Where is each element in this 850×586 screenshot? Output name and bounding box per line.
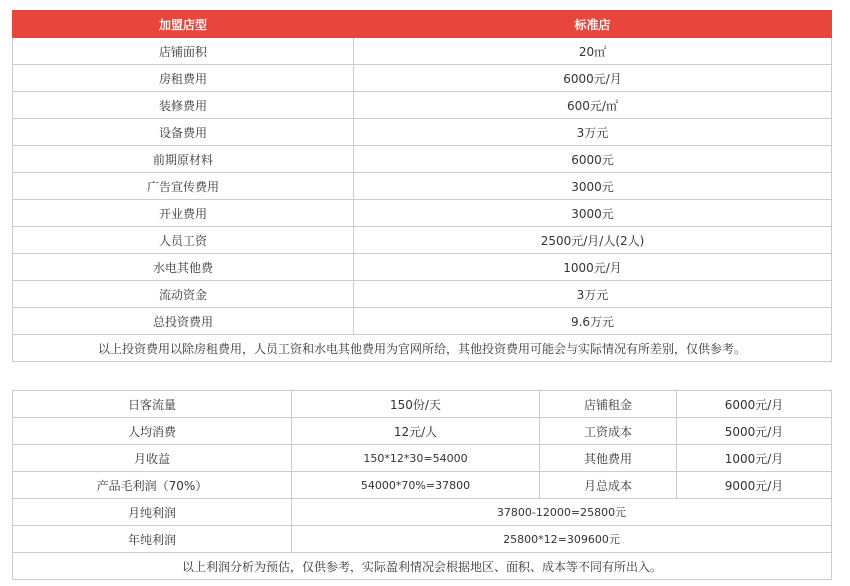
- cost-item-value: 3万元: [354, 119, 832, 146]
- profit-value: 54000*70%=37800: [292, 472, 540, 499]
- table-row: [13, 445, 832, 472]
- cost-item-value: 600元/㎡: [354, 92, 832, 119]
- profit-label: 人均消费: [13, 418, 292, 445]
- cost-label: 店铺租金: [540, 391, 677, 418]
- profit-table: [12, 390, 832, 580]
- cost-item-label: 广告宣传费用: [13, 173, 354, 200]
- table-row: [13, 65, 832, 92]
- cost-item-label: 水电其他费: [13, 254, 354, 281]
- cost-item-value: 9.6万元: [354, 308, 832, 335]
- investment-table: [12, 10, 832, 362]
- profit-note: 以上利润分析为预估，仅供参考，实际盈利情况会根据地区、面积、成本等不同有所出入。: [13, 553, 832, 580]
- table-row: [13, 418, 832, 445]
- cost-item-value: 2500元/月/人(2人): [354, 227, 832, 254]
- cost-item-value: 3000元: [354, 200, 832, 227]
- table-row: [13, 92, 832, 119]
- table-row: [13, 526, 832, 553]
- header-store-type: 加盟店型: [13, 11, 354, 38]
- cost-value: 5000元/月: [677, 418, 832, 445]
- table-row: [13, 472, 832, 499]
- cost-item-label: 流动资金: [13, 281, 354, 308]
- profit-value: 150份/天: [292, 391, 540, 418]
- cost-item-label: 装修费用: [13, 92, 354, 119]
- cost-item-value: 1000元/月: [354, 254, 832, 281]
- cost-label: 月总成本: [540, 472, 677, 499]
- note-row: [13, 553, 832, 580]
- cost-label: 工资成本: [540, 418, 677, 445]
- table-row: [13, 254, 832, 281]
- cost-value: 6000元/月: [677, 391, 832, 418]
- profit-value: 12元/人: [292, 418, 540, 445]
- table-row: [13, 227, 832, 254]
- header-standard-store: 标准店: [354, 11, 832, 38]
- cost-item-value: 20㎡: [354, 38, 832, 65]
- cost-item-value: 6000元: [354, 146, 832, 173]
- table-row: [13, 281, 832, 308]
- investment-note: 以上投资费用以除房租费用，人员工资和水电其他费用为官网所给，其他投资费用可能会与实际情况有所差别，仅供参考。: [13, 335, 832, 362]
- table-row: [13, 38, 832, 65]
- profit-label: 日客流量: [13, 391, 292, 418]
- profit-label: 产品毛利润（70%）: [13, 472, 292, 499]
- cost-item-label: 前期原材料: [13, 146, 354, 173]
- cost-item-value: 3万元: [354, 281, 832, 308]
- table-row: [13, 200, 832, 227]
- cost-item-label: 开业费用: [13, 200, 354, 227]
- cost-value: 1000元/月: [677, 445, 832, 472]
- table-row: [13, 308, 832, 335]
- net-profit-label: 年纯利润: [13, 526, 292, 553]
- profit-value: 150*12*30=54000: [292, 445, 540, 472]
- note-row: [13, 335, 832, 362]
- cost-item-value: 3000元: [354, 173, 832, 200]
- cost-item-label: 人员工资: [13, 227, 354, 254]
- net-profit-label: 月纯利润: [13, 499, 292, 526]
- table-row: [13, 173, 832, 200]
- net-profit-value: 25800*12=309600元: [292, 526, 832, 553]
- investment-header-row: [13, 11, 832, 38]
- cost-item-label: 房租费用: [13, 65, 354, 92]
- cost-value: 9000元/月: [677, 472, 832, 499]
- net-profit-value: 37800-12000=25800元: [292, 499, 832, 526]
- profit-label: 月收益: [13, 445, 292, 472]
- cost-item-label: 店铺面积: [13, 38, 354, 65]
- table-row: [13, 146, 832, 173]
- table-row: [13, 119, 832, 146]
- cost-label: 其他费用: [540, 445, 677, 472]
- cost-item-label: 设备费用: [13, 119, 354, 146]
- table-row: [13, 391, 832, 418]
- table-row: [13, 499, 832, 526]
- cost-item-label: 总投资费用: [13, 308, 354, 335]
- cost-item-value: 6000元/月: [354, 65, 832, 92]
